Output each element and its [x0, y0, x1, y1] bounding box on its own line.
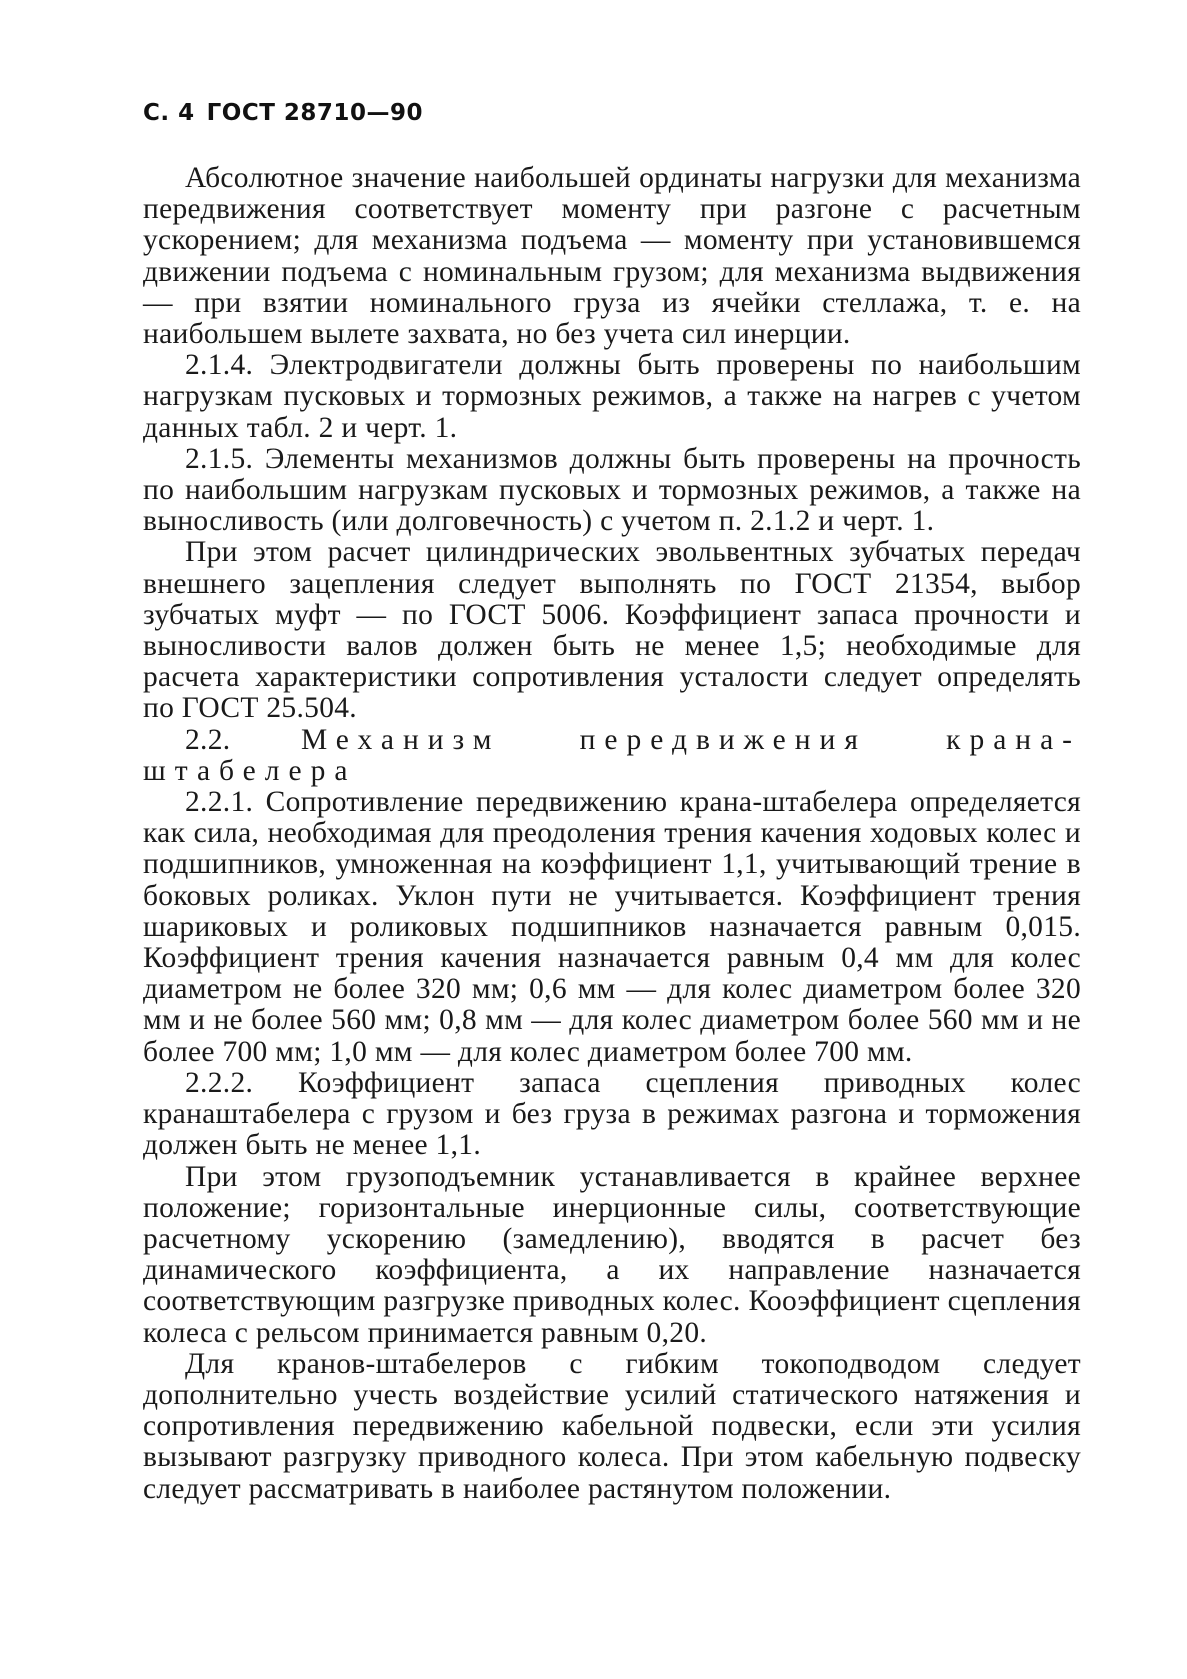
- paragraph-2-1-4: 2.1.4. Электродвигатели должны быть проверены по наибольшим нагрузкам пусковых и тормозных режимов, а также на нагрев с учетом данных табл. 2 и черт. 1.: [143, 349, 1081, 444]
- page-number: С. 4: [143, 100, 195, 126]
- paragraph-absolute-value: Абсолютное значение наибольшей ординаты нагрузки для механизма передвижения соответствует моменту при разгоне с расчетным ускорением; для механизма подъема — моменту при установившемся движении подъема с номинальным грузом; для механизма выдвижения — при взятии номинального груза из ячейки стеллажа, т. е. на наибольшем вылете захвата, но без учета сил инерции.: [143, 162, 1081, 351]
- paragraph-2-2-1: 2.2.1. Сопротивление передвижению крана-штабелера определяется как сила, необходимая для преодоления трения качения ходовых колес и подшипников, умноженная на коэффициент 1,1, учитывающий трение в боковых роликах. Уклон пути не учитывается. Коэффициент трения шариковых и роликовых подшипников назначается равным 0,015. Коэффициент трения качения назначается равным 0,4 мм для колес диаметром не более 320 мм; 0,6 мм — для колес диаметром более 320 мм и не более 560 мм; 0,8 мм — для колес диаметром более 560 мм и не более 700 мм; 1,0 мм — для колес диаметром более 700 мм.: [143, 786, 1081, 1068]
- body-text: [143, 163, 1081, 1505]
- section-title: Механизм передвижения крана-штабелера: [143, 723, 1081, 787]
- document-code: ГОСТ 28710—90: [206, 100, 423, 126]
- paragraph-2-2-2: 2.2.2. Коэффициент запаса сцепления приводных колес кранаштабелера с грузом и без груза в режимах разгона и торможения должен быть не менее 1,1.: [143, 1066, 1081, 1162]
- paragraph-lift-position: При этом грузоподъемник устанавливается в крайнее верхнее положение; горизонтальные инерционные силы, соответствующие расчетному ускорению (замедлению), вводятся в расчет без динамического коэффициента, а их направление назначается соответствующим разгрузке приводных колес. Кооэффициент сцепления колеса с рельсом принимается равным 0,20.: [143, 1160, 1081, 1349]
- page-header: [143, 100, 423, 126]
- paragraph-cable: Для кранов-штабелеров с гибким токоподводом следует дополнительно учесть воздействие усилий статического натяжения и сопротивления передвижению кабельной подвески, если эти усилия вызывают разгрузку приводного колеса. При этом кабельную подвеску следует рассматривать в наиболее растянутом положении.: [143, 1347, 1081, 1505]
- paragraph-2-1-5: 2.1.5. Элементы механизмов должны быть проверены на прочность по наибольшим нагрузкам пусковых и тормозных режимов, а также на выносливость (или долговечность) с учетом п. 2.1.2 и черт. 1.: [143, 442, 1081, 538]
- paragraph-calculation: При этом расчет цилиндрических эвольвентных зубчатых передач внешнего зацепления следует выполнять по ГОСТ 21354, выбор зубчатых муфт — по ГОСТ 5006. Коэффициент запаса прочности и выносливости валов должен быть не менее 1,5; необходимые для расчета характеристики сопротивления усталости следует определять по ГОСТ 25.504.: [143, 536, 1081, 725]
- section-number: 2.2.: [185, 723, 231, 756]
- section-heading-2-2: [143, 725, 1081, 787]
